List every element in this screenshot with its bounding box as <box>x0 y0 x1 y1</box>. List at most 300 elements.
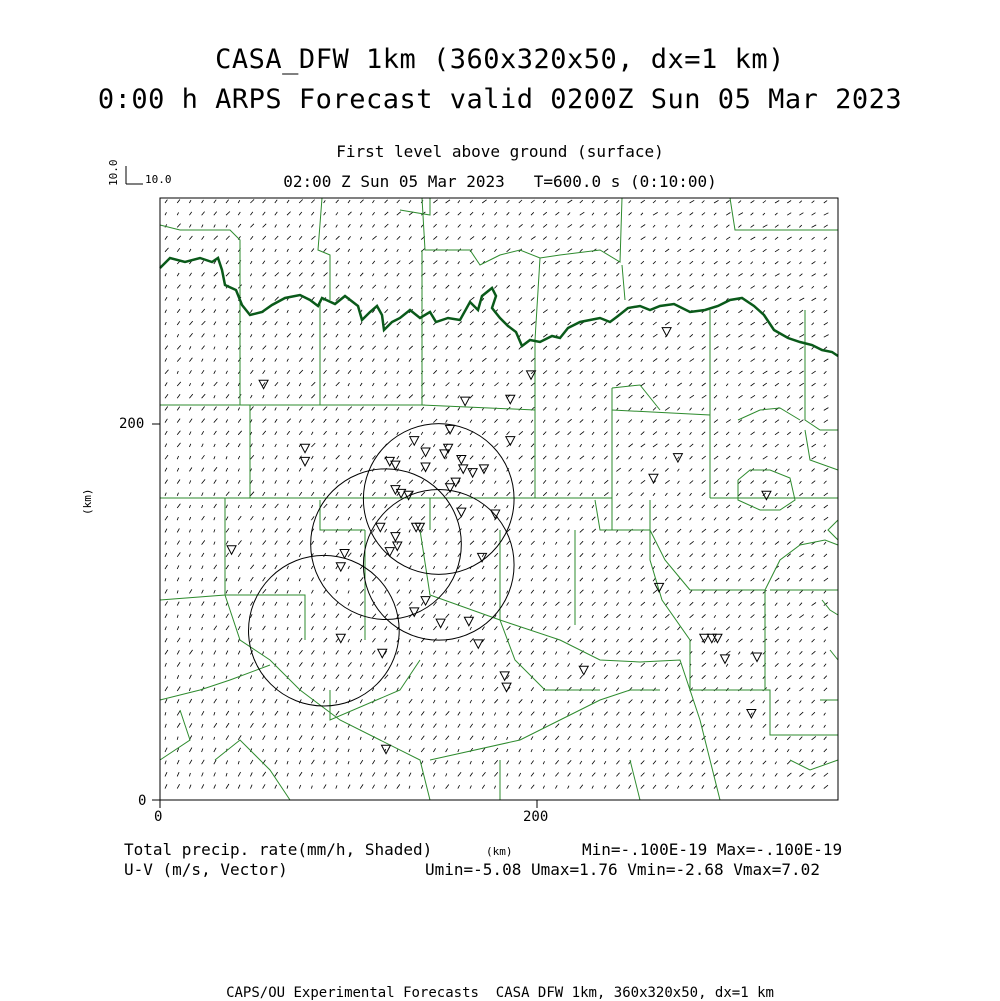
wind-vector <box>446 554 448 557</box>
wind-vector <box>275 504 279 508</box>
wind-vector <box>409 383 411 386</box>
wind-vector <box>299 407 302 411</box>
wind-vector <box>165 236 167 240</box>
wind-vector <box>775 334 779 337</box>
wind-vector <box>714 384 716 387</box>
wind-vector <box>385 359 387 362</box>
wind-vector <box>348 566 350 569</box>
wind-vector <box>177 394 180 398</box>
wind-vector <box>336 432 337 435</box>
wind-vector <box>287 260 290 264</box>
wind-vector <box>311 650 314 654</box>
wind-vector <box>592 200 594 203</box>
wind-vector <box>580 578 583 581</box>
wind-vector <box>543 517 546 520</box>
station-marker <box>376 523 385 532</box>
wind-vector <box>433 541 436 545</box>
wind-vector <box>604 335 606 338</box>
wind-vector <box>409 541 411 544</box>
wind-vector <box>555 298 557 301</box>
wind-vector <box>226 651 228 655</box>
wind-vector <box>263 444 264 447</box>
wind-vector <box>787 371 791 374</box>
wind-vector <box>641 347 643 350</box>
wind-vector <box>250 383 251 386</box>
wind-vector <box>287 687 289 691</box>
wind-vector <box>763 201 766 204</box>
wind-vector <box>299 322 302 325</box>
wind-vector <box>165 455 168 459</box>
wind-vector <box>629 371 633 374</box>
wind-vector <box>653 347 656 350</box>
wind-vector <box>592 383 596 386</box>
wind-vector <box>348 309 351 313</box>
wind-vector <box>446 603 447 606</box>
wind-vector <box>677 469 679 472</box>
wind-vector <box>287 200 289 203</box>
wind-vector <box>494 713 495 716</box>
wind-vector <box>629 286 631 289</box>
wind-vector <box>616 761 619 765</box>
wind-vector <box>275 346 278 350</box>
wind-vector <box>726 444 730 447</box>
wind-vector <box>653 517 657 520</box>
wind-vector <box>690 602 694 605</box>
wind-vector <box>751 785 754 788</box>
wind-vector <box>250 236 253 239</box>
wind-vector <box>616 773 619 777</box>
wind-vector <box>226 541 228 545</box>
wind-vector <box>470 761 471 764</box>
wind-vector <box>775 652 777 655</box>
wind-vector <box>531 481 533 484</box>
wind-vector <box>214 419 218 423</box>
wind-vector <box>482 676 483 679</box>
wind-vector <box>616 748 619 752</box>
wind-vector <box>543 395 545 398</box>
wind-vector <box>507 579 508 582</box>
wind-vector <box>470 225 472 228</box>
wind-vector <box>568 213 571 216</box>
wind-vector <box>555 408 557 411</box>
wind-vector <box>275 602 277 606</box>
wind-vector <box>812 469 815 472</box>
wind-vector <box>507 505 509 508</box>
wind-vector <box>787 615 791 618</box>
wind-vector <box>531 541 535 545</box>
wind-vector <box>812 773 816 776</box>
wind-vector <box>299 236 302 239</box>
wind-vector <box>677 590 680 593</box>
wind-vector <box>751 713 753 716</box>
wind-vector <box>446 309 450 312</box>
wind-vector <box>421 627 423 630</box>
wind-vector <box>324 456 326 459</box>
wind-vector <box>446 566 448 569</box>
wind-vector <box>287 480 289 484</box>
wind-vector <box>397 529 401 533</box>
wind-vector <box>616 383 620 386</box>
wind-vector <box>555 237 557 240</box>
wind-vector <box>348 773 350 777</box>
wind-vector <box>531 651 534 655</box>
wind-vector <box>433 261 437 264</box>
wind-vector <box>226 784 229 789</box>
wind-vector <box>555 517 558 520</box>
wind-vector <box>787 469 789 472</box>
wind-vector <box>677 786 679 789</box>
wind-vector <box>385 322 388 326</box>
wind-vector <box>641 457 643 460</box>
wind-vector <box>787 213 791 216</box>
wind-vector <box>458 224 461 227</box>
wind-vector <box>446 359 448 362</box>
wind-vector <box>519 724 521 727</box>
wind-vector <box>519 615 521 618</box>
wind-vector <box>690 261 693 264</box>
wind-vector <box>202 773 204 777</box>
wind-vector <box>812 323 814 325</box>
wind-vector <box>446 273 448 276</box>
wind-vector <box>275 541 278 545</box>
wind-vector <box>397 347 399 350</box>
wind-vector <box>812 408 814 411</box>
wind-vector <box>372 224 374 227</box>
wind-vector <box>287 566 289 569</box>
wind-vector <box>677 249 681 252</box>
wind-vector <box>714 529 718 532</box>
wind-vector <box>226 614 229 618</box>
wind-vector <box>360 760 363 764</box>
wind-vector <box>336 725 337 728</box>
wind-vector <box>214 676 215 679</box>
wind-vector <box>360 468 362 471</box>
wind-vector <box>665 200 668 203</box>
wind-vector <box>409 627 410 630</box>
wind-vector <box>799 371 803 374</box>
wind-vector <box>446 346 449 349</box>
wind-vector <box>385 334 387 337</box>
wind-vector <box>726 310 728 312</box>
wind-vector <box>763 322 767 325</box>
wind-vector <box>787 651 790 654</box>
wind-vector <box>287 651 289 655</box>
wind-vector <box>324 603 325 606</box>
wind-vector <box>324 688 325 691</box>
wind-vector <box>226 773 227 776</box>
wind-vector <box>360 737 361 740</box>
wind-vector <box>555 627 558 631</box>
wind-vector <box>409 444 412 448</box>
wind-vector <box>214 248 217 251</box>
wind-vector <box>446 675 448 679</box>
wind-vector <box>287 627 288 630</box>
wind-vector <box>189 492 191 495</box>
wind-vector <box>311 212 314 215</box>
wind-vector <box>287 493 288 496</box>
wind-vector <box>165 516 168 520</box>
wind-vector <box>238 712 239 715</box>
footer-uv-range: Umin=-5.08 Umax=1.76 Vmin=-2.68 Vmax=7.02 <box>425 860 820 879</box>
wind-vector <box>299 529 301 533</box>
wind-vector <box>250 577 253 581</box>
wind-vector <box>507 285 510 288</box>
wind-vector <box>494 760 497 764</box>
wind-vector <box>250 480 252 484</box>
wind-vector <box>677 675 680 678</box>
wind-vector <box>165 663 166 667</box>
wind-vector <box>714 444 717 447</box>
wind-vector <box>702 602 705 605</box>
wind-vector <box>238 407 239 410</box>
wind-vector <box>421 688 422 691</box>
wind-vector <box>250 298 252 301</box>
station-marker <box>649 474 658 483</box>
wind-vector <box>275 395 278 399</box>
wind-vector <box>360 699 362 703</box>
wind-vector <box>665 614 669 618</box>
wind-vector <box>702 541 705 544</box>
wind-vector <box>531 590 534 594</box>
wind-vector <box>409 517 412 521</box>
wind-vector <box>397 784 400 788</box>
wind-vector <box>397 212 401 215</box>
wind-vector <box>775 359 778 362</box>
wind-vector <box>177 298 178 301</box>
wind-vector <box>409 749 410 752</box>
wind-vector <box>446 225 448 228</box>
wind-vector <box>787 517 791 520</box>
wind-vector <box>568 237 572 240</box>
wind-vector <box>397 273 399 276</box>
wind-vector <box>726 651 730 654</box>
wind-vector <box>446 322 450 325</box>
wind-vector <box>690 554 693 557</box>
wind-vector <box>238 469 239 472</box>
wind-vector <box>250 212 252 215</box>
wind-vector <box>616 249 619 252</box>
wind-vector <box>519 431 523 435</box>
wind-vector <box>238 431 242 435</box>
wind-vector <box>385 590 387 593</box>
wind-vector <box>263 492 265 496</box>
wind-vector <box>580 371 583 374</box>
wind-vector <box>385 760 388 764</box>
wind-vector <box>799 663 803 666</box>
wind-vector <box>507 626 511 630</box>
wind-vector <box>360 749 361 752</box>
wind-vector <box>397 504 401 508</box>
wind-vector <box>507 541 510 545</box>
wind-vector <box>409 602 412 606</box>
wind-vector <box>385 626 387 630</box>
wind-vector <box>189 517 190 520</box>
wind-vector <box>665 725 667 728</box>
wind-vector <box>531 663 534 667</box>
wind-vector <box>336 236 340 240</box>
wind-vector <box>470 359 472 362</box>
wind-vector <box>677 408 680 411</box>
wind-vector <box>324 224 327 227</box>
wind-vector <box>690 383 692 386</box>
wind-vector <box>470 505 472 508</box>
wind-vector <box>616 456 619 459</box>
wind-vector <box>726 432 729 435</box>
wind-vector <box>275 358 277 361</box>
wind-vector <box>531 554 534 557</box>
wind-vector <box>397 249 399 252</box>
wind-vector <box>616 420 619 423</box>
wind-vector <box>165 784 167 788</box>
wind-vector <box>372 492 375 496</box>
wind-vector <box>494 736 496 740</box>
wind-vector <box>763 395 767 398</box>
wind-vector <box>641 676 643 679</box>
wind-vector <box>409 651 411 654</box>
wind-vector <box>397 700 398 703</box>
wind-vector <box>714 554 717 557</box>
wind-vector <box>775 554 777 557</box>
wind-vector <box>214 737 215 740</box>
wind-vector <box>568 261 572 264</box>
wind-vector <box>360 553 362 556</box>
wind-vector <box>677 201 679 203</box>
wind-vector <box>763 761 766 764</box>
wind-vector <box>189 383 190 386</box>
wind-vector <box>763 481 766 484</box>
wind-vector <box>653 274 655 277</box>
wind-vector <box>751 237 756 240</box>
wind-vector <box>421 711 424 715</box>
wind-vector <box>775 724 778 727</box>
wind-vector <box>604 408 606 411</box>
wind-vector <box>629 493 633 496</box>
wind-vector <box>494 419 497 422</box>
wind-vector <box>690 408 692 411</box>
wind-vector <box>580 553 583 557</box>
wind-vector <box>543 237 547 240</box>
wind-vector <box>543 212 547 215</box>
wind-vector <box>226 456 227 459</box>
wind-vector <box>324 785 327 789</box>
wind-vector <box>348 370 351 374</box>
wind-vector <box>482 651 484 654</box>
wind-vector <box>824 481 827 484</box>
wind-vector <box>446 407 450 411</box>
wind-vector <box>824 530 826 533</box>
wind-vector <box>812 530 814 533</box>
wind-vector <box>482 761 484 764</box>
wind-vector <box>409 663 413 667</box>
wind-vector <box>214 723 217 728</box>
wind-vector <box>812 627 815 630</box>
wind-vector <box>385 493 387 496</box>
wind-vector <box>409 420 411 423</box>
wind-vector <box>336 505 338 509</box>
footer-credit: CAPS/OU Experimental Forecasts CASA DFW 1km, 360x320x50, dx=1 km <box>226 985 774 1001</box>
wind-vector <box>482 419 486 423</box>
wind-vector <box>665 529 668 532</box>
wind-vector <box>812 700 815 703</box>
wind-vector <box>275 699 277 703</box>
wind-vector <box>189 249 191 252</box>
wind-vector <box>519 237 522 240</box>
wind-vector <box>531 212 534 215</box>
wind-vector <box>202 516 205 520</box>
wind-vector <box>555 481 557 484</box>
wind-vector <box>604 602 607 605</box>
wind-vector <box>238 383 239 386</box>
county-boundaries <box>160 198 838 800</box>
wind-vector <box>519 541 522 545</box>
wind-vector <box>275 711 278 715</box>
wind-vector <box>592 627 595 631</box>
wind-vector <box>336 248 340 252</box>
wind-vector <box>446 334 448 337</box>
wind-vector <box>311 200 314 203</box>
wind-vector <box>629 480 632 483</box>
wind-vector <box>372 444 374 447</box>
wind-vector <box>165 638 167 642</box>
wind-vector <box>690 200 695 203</box>
wind-vector <box>555 529 559 533</box>
wind-vector <box>360 480 362 483</box>
wind-vector <box>763 335 765 337</box>
wind-vector <box>604 480 608 483</box>
wind-vector <box>226 322 228 326</box>
wind-vector <box>787 481 790 484</box>
wind-vector <box>214 212 217 216</box>
wind-vector <box>385 517 388 521</box>
wind-vector <box>446 212 450 215</box>
wind-vector <box>433 736 436 740</box>
wind-vector <box>494 237 496 240</box>
wind-vector <box>494 285 497 288</box>
wind-vector <box>726 359 728 362</box>
wind-vector <box>324 370 327 374</box>
wind-vector <box>311 285 314 289</box>
wind-vector <box>604 200 607 203</box>
wind-vector <box>702 578 705 581</box>
wind-vector <box>250 346 252 349</box>
wind-vector <box>165 589 167 593</box>
wind-vector <box>299 505 300 508</box>
wind-vector <box>677 286 681 289</box>
wind-vector <box>629 591 631 594</box>
wind-vector <box>702 432 705 435</box>
wind-vector <box>458 712 460 716</box>
wind-vector <box>641 651 643 654</box>
wind-vector <box>372 638 375 642</box>
wind-vector <box>348 419 351 423</box>
wind-vector <box>482 700 485 704</box>
wind-vector <box>202 553 204 557</box>
wind-vector <box>653 529 657 532</box>
wind-vector <box>690 359 694 362</box>
wind-vector <box>775 457 778 460</box>
wind-vector <box>348 736 350 740</box>
wind-vector <box>592 736 595 740</box>
wind-vector <box>348 541 352 545</box>
wind-vector <box>726 481 728 484</box>
wind-vector <box>824 591 826 594</box>
wind-vector <box>446 529 449 533</box>
wind-vector <box>592 517 595 520</box>
wind-vector <box>568 456 570 459</box>
wind-vector <box>482 724 485 728</box>
wind-vector <box>738 700 740 703</box>
wind-vector <box>385 383 388 386</box>
